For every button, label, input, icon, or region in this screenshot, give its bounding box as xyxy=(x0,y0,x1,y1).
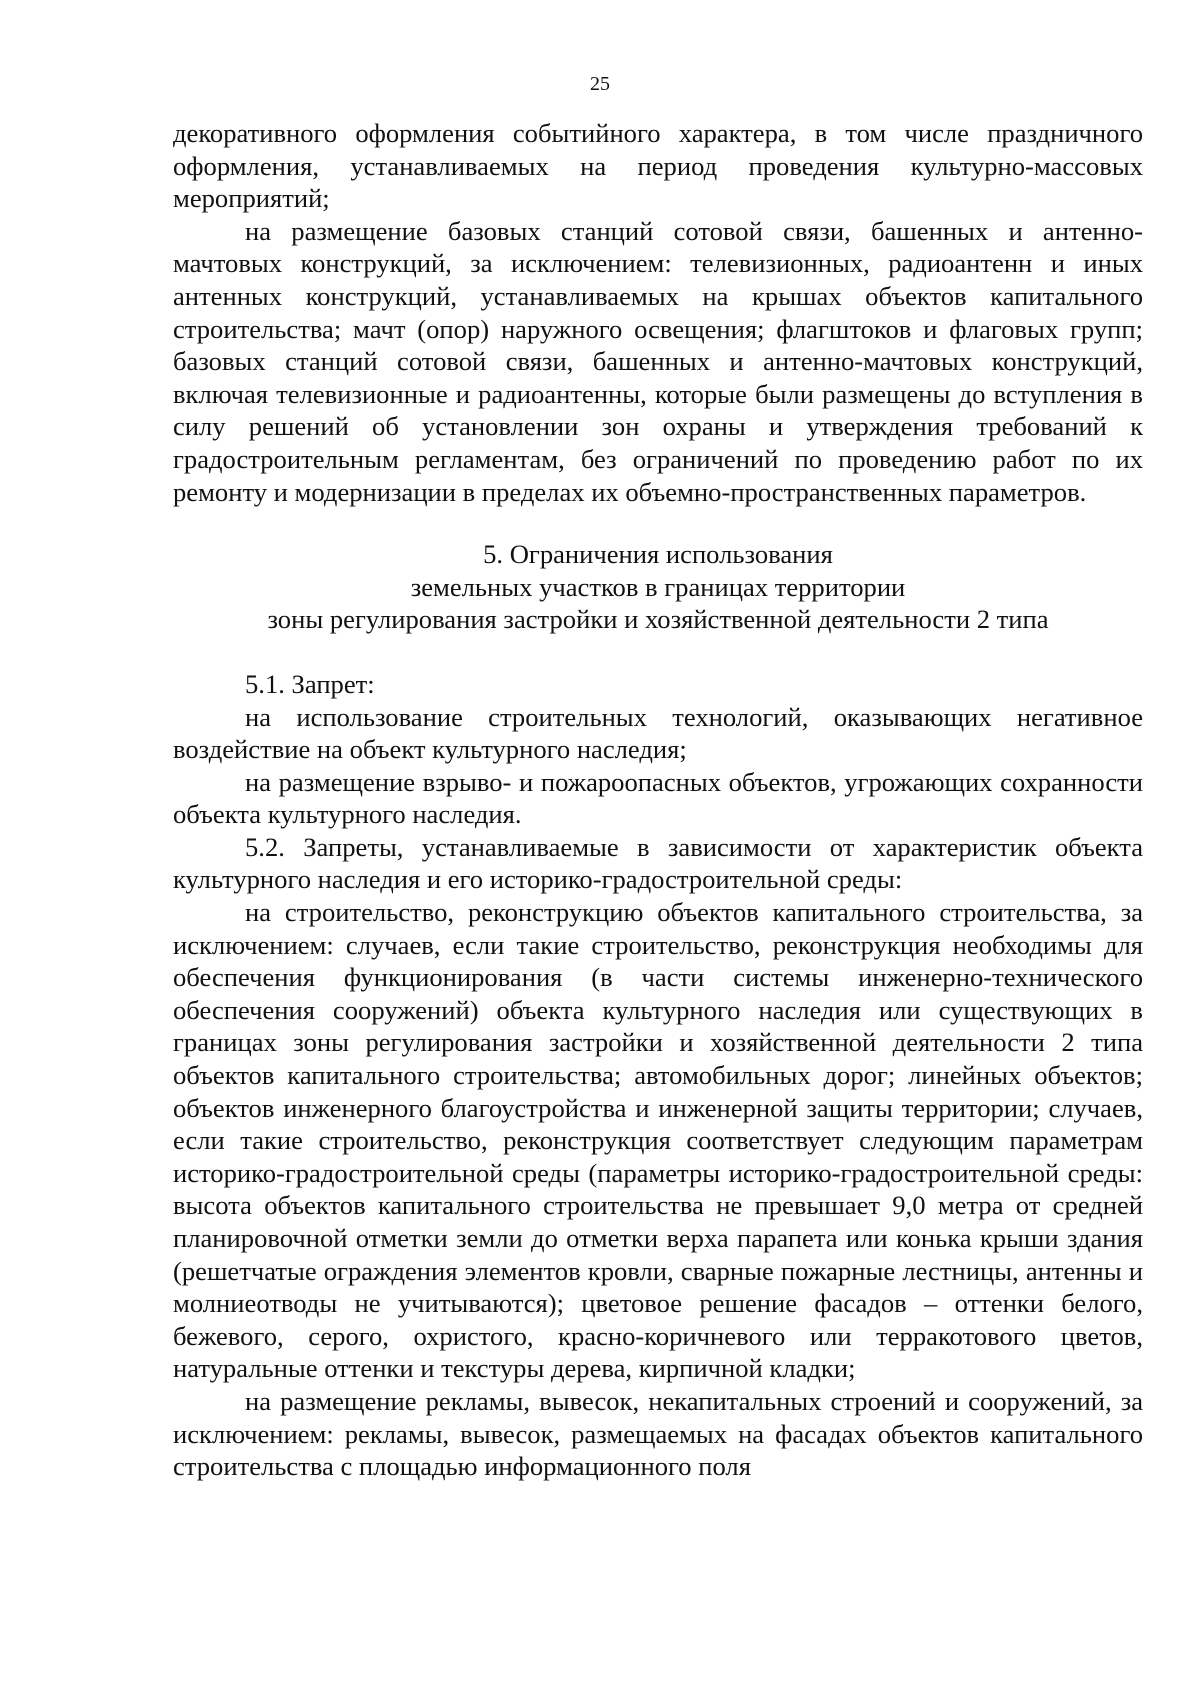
paragraph-base-stations: на размещение базовых станций сотовой связи, башенных и антенно-мачтовых конструкций, за исключением: телевизионных, радиоантенн и иных антенных конструкций, устанавливаемых на крышах объектов капитального строительства; мачт (опор) наружного освещения; флагштоков и флаговых групп; базовых станций сотовой связи, башенных и антенно-мачтовых конструкций, включая телевизионные и радиоантенны, которые были размещены до вступления в силу решений об установлении зон охраны и утверждения требований к градостроительным регламентам, без ограничений по проведению работ по их ремонту и модернизации в пределах их объемно-пространственных параметров. xyxy=(173,215,1143,507)
section-heading-line-1: 5. Ограничения использования xyxy=(483,539,833,570)
paragraph-5-2-title: 5.2. Запреты, устанавливаемые в зависимости от характеристик объекта культурного наследия и его историко-градостроительной среды: xyxy=(173,831,1143,895)
section-heading-line-3: зоны регулирования застройки и хозяйственной деятельности 2 типа xyxy=(267,604,1049,635)
paragraph-5-1-hazardous: на размещение взрыво- и пожароопасных объектов, угрожающих сохранности объекта культурного наследия. xyxy=(173,766,1143,830)
document-body xyxy=(173,117,1143,1483)
section-heading xyxy=(173,538,1143,636)
paragraph-continuation: декоративного оформления событийного характера, в том числе праздничного оформления, устанавливаемых на период проведения культурно-массовых мероприятий; xyxy=(173,118,1143,214)
page-number: 25 xyxy=(590,73,610,95)
paragraph-5-1-title: 5.1. Запрет: xyxy=(245,668,375,699)
paragraph-5-1-technologies: на использование строительных технологий, оказывающих негативное воздействие на объект культурного наследия; xyxy=(173,701,1143,765)
section-heading-line-2: земельных участков в границах территории xyxy=(410,571,906,602)
paragraph-5-2-advertising: на размещение рекламы, вывесок, некапитальных строений и сооружений, за исключением: рекламы, вывесок, размещаемых на фасадах объектов капитального строительства с площадью информационного поля xyxy=(173,1385,1143,1482)
paragraph-5-2-construction: на строительство, реконструкцию объектов капитального строительства, за исключением: случаев, если такие строительство, реконструкция необходимы для обеспечения функционирования (в части системы инженерно-технического обеспечения сооружений) объекта культурного наследия или существующих в границах зоны регулирования застройки и хозяйственной деятельности 2 типа объектов капитального строительства; автомобильных дорог; линейных объектов; объектов инженерного благоустройства и инженерной защиты территории; случаев, если такие строительство, реконструкция соответствует следующим параметрам историко-градостроительной среды (параметры историко-градостроительной среды: высота объектов капитального строительства не превышает 9,0 метра от средней планировочной отметки земли до отметки верха парапета или конька крыши здания (решетчатые ограждения элементов кровли, сварные пожарные лестницы, антенны и молниеотводы не учитываются); цветовое решение фасадов – оттенки белого, бежевого, серого, охристого, красно-коричневого или терракотового цветов, натуральные оттенки и текстуры дерева, кирпичной кладки; xyxy=(173,897,1143,1384)
